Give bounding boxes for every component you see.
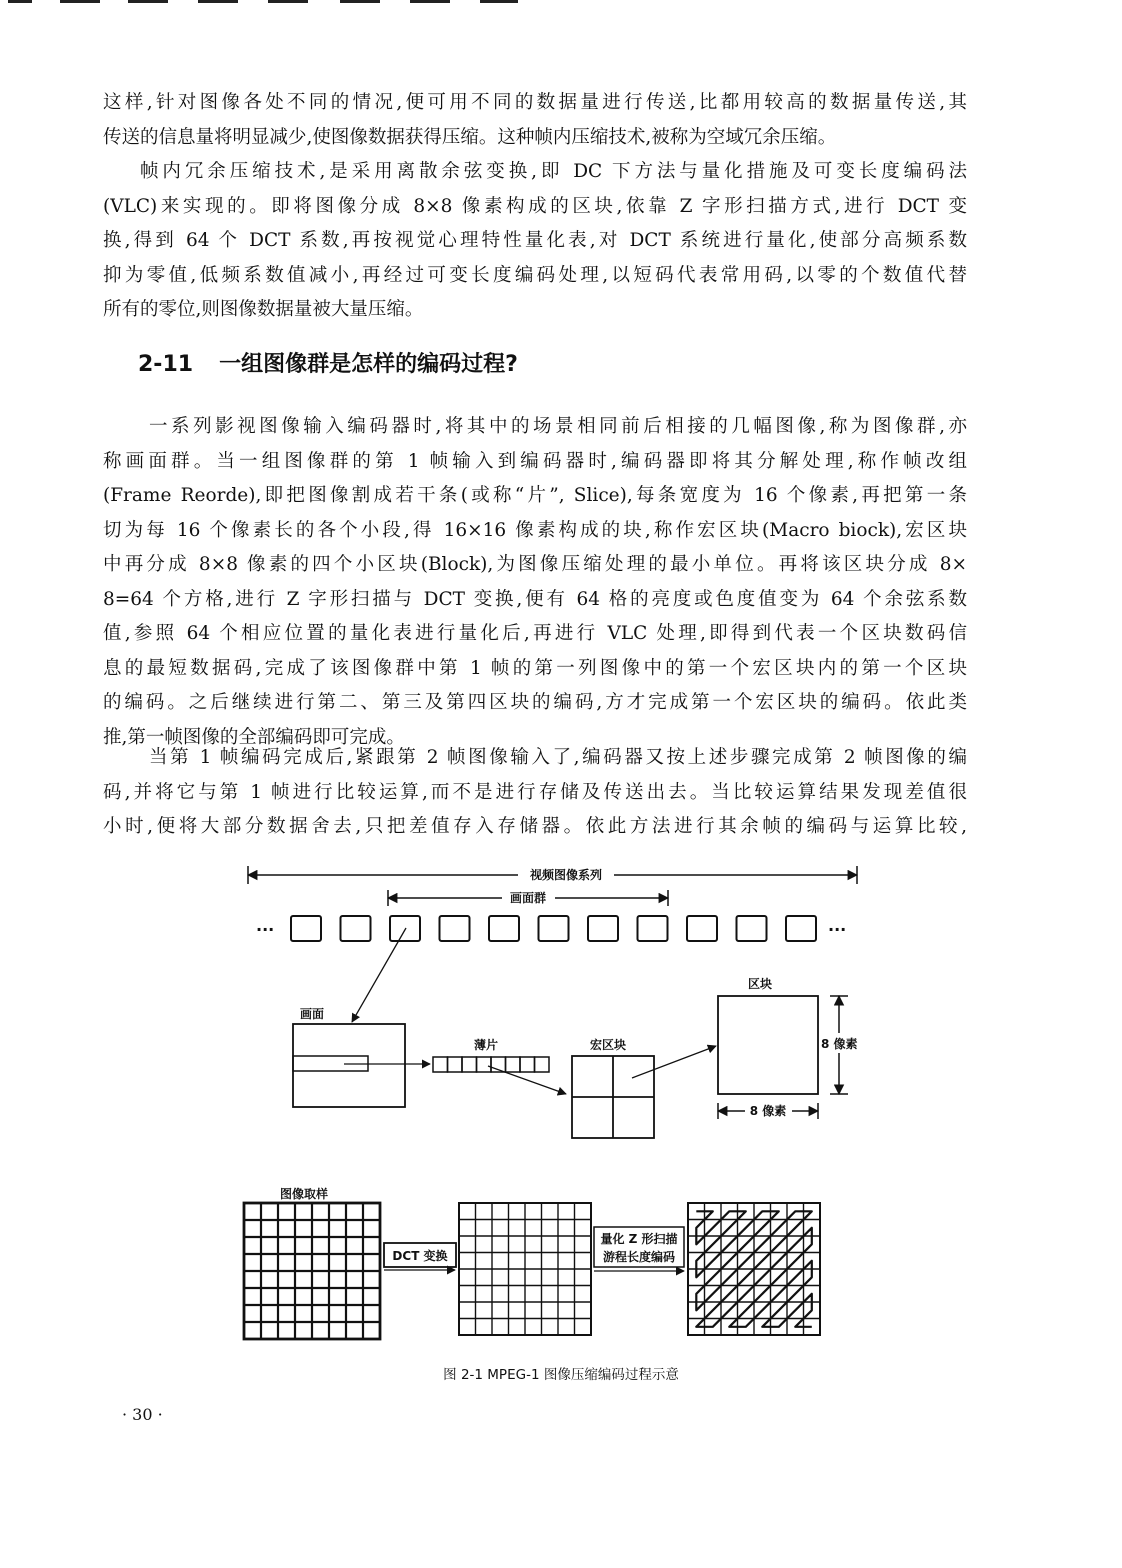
frame-box xyxy=(687,916,717,941)
dct-label: DCT 变换 xyxy=(392,1249,448,1263)
section-title: 一组图像群是怎样的编码过程? xyxy=(219,352,518,377)
text-line: 传送的信息量将明显减少,使图像数据获得压缩。这种帧内压缩技术,被称为空域冗余压缩。 xyxy=(103,126,837,148)
text-line: 一系列影视图像输入编码器时,将其中的场景相同前后相接的几幅图像,称为图像群,亦 xyxy=(149,416,967,437)
text-line: 所有的零位,则图像数据量被大量压缩。 xyxy=(103,299,424,320)
frame-box xyxy=(737,916,767,941)
section-number: 2-11 xyxy=(138,352,194,377)
macroblock-label: 宏区块 xyxy=(590,1038,627,1052)
block-square xyxy=(718,996,818,1094)
slice-label: 薄片 xyxy=(474,1038,499,1052)
page-number: · 30 · xyxy=(122,1405,163,1424)
text-line: 称画面群。当一组图像群的第 1 帧输入到编码器时,编码器即将其分解处理,称作帧改组 xyxy=(103,450,967,472)
text-line: 切为每 16 个像素长的各个小段,得 16×16 像素构成的块,称作宏区块(Macro biock),宏区块 xyxy=(103,519,967,541)
ellipsis-right: ··· xyxy=(828,920,847,939)
slice-cell xyxy=(520,1057,535,1072)
block-width-label: 8 像素 xyxy=(749,1104,787,1118)
slice-cell xyxy=(433,1057,448,1072)
video-series-label: 视频图像系列 xyxy=(529,868,603,882)
frame-to-picture-arrow xyxy=(352,928,406,1022)
frame-box xyxy=(539,916,569,941)
slice-cell xyxy=(506,1057,521,1072)
text-line: 帧内冗余压缩技术,是采用离散余弦变换,即 DC 下方法与量化措施及可变长度编码法 xyxy=(140,161,967,182)
text-line: 抑为零值,低频系数值减小,再经过可变长度编码处理,以短码代表常用码,以零的个数值代替 xyxy=(103,264,967,286)
figure-caption: 图 2-1 MPEG-1 图像压缩编码过程示意 xyxy=(443,1367,679,1383)
frame-box xyxy=(638,916,668,941)
text-line: 小时,便将大部分数据舍去,只把差值存入存储器。依此方法进行其余帧的编码与运算比较, xyxy=(103,816,967,837)
macroblock-grid xyxy=(572,1056,654,1138)
macroblock-to-block-arrow xyxy=(632,1046,716,1078)
slice-to-macroblock-arrow xyxy=(488,1066,566,1094)
text-line: 当第 1 帧编码完成后,紧跟第 2 帧图像输入了,编码器又按上述步骤完成第 2 帧图像的编 xyxy=(149,747,967,768)
text-line: 的编码。之后继续进行第二、第三及第四区块的编码,方才完成第一个宏区块的编码。依此类 xyxy=(103,692,967,713)
frame-box xyxy=(341,916,371,941)
text-line: 推,第一帧图像的全部编码即可完成。 xyxy=(103,726,405,748)
text-line: 换,得到 64 个 DCT 系数,再按视觉心理特性量化表,对 DCT 系统进行量化,使部分高频系数 xyxy=(103,230,967,251)
frame-box xyxy=(440,916,470,941)
text-line: (Frame Reorde),即把图像割成若干条(或称“片”, Slice),每条宽度为 16 个像素,再把第一条 xyxy=(103,485,967,506)
frame-box xyxy=(786,916,816,941)
quant-label-line2: 游程长度编码 xyxy=(602,1250,676,1264)
ellipsis-left: ··· xyxy=(256,920,275,939)
picture-frame xyxy=(293,1024,405,1107)
frame-box xyxy=(489,916,519,941)
text-line: (VLC)来实现的。即将图像分成 8×8 像素构成的区块,依靠 Z 字形扫描方式,进行 DCT 变 xyxy=(103,195,967,217)
slice-cell xyxy=(448,1057,463,1072)
dct-coefficient-grid xyxy=(459,1203,591,1335)
sampling-label: 图像取样 xyxy=(280,1187,329,1201)
picture-label: 画面 xyxy=(300,1007,325,1021)
sampling-grid xyxy=(244,1203,380,1339)
frame-box xyxy=(291,916,321,941)
slice-strip xyxy=(433,1057,549,1072)
text-line: 码,并将它与第 1 帧进行比较运算,而不是进行存储及传送出去。当比较运算结果发现差值很 xyxy=(103,781,967,803)
gop-label: 画面群 xyxy=(509,891,547,905)
frame-box xyxy=(588,916,618,941)
text-line: 息的最短数据码,完成了该图像群中第 1 帧的第一列图像中的第一个宏区块内的第一个区块 xyxy=(103,657,967,679)
text-line: 值,参照 64 个相应位置的量化表进行量化后,再进行 VLC 处理,即得到代表一个区块数码信 xyxy=(103,623,967,644)
slice-cell xyxy=(477,1057,492,1072)
quant-label-line1: 量化 Z 形扫描 xyxy=(600,1232,678,1246)
block-height-label: 8 像素 xyxy=(821,1037,858,1051)
block-label: 区块 xyxy=(748,977,773,991)
text-line: 8=64 个方格,进行 Z 字形扫描与 DCT 变换,便有 64 格的亮度或色度值变为 64 个余弦系数 xyxy=(103,588,967,610)
slice-cell xyxy=(535,1057,550,1072)
slice-cell xyxy=(462,1057,477,1072)
text-line: 这样,针对图像各处不同的情况,便可用不同的数据量进行传送,比都用较高的数据量传送,其 xyxy=(103,92,967,113)
text-line: 中再分成 8×8 像素的四个小区块(Block),为图像压缩处理的最小单位。再将该区块分成 8× xyxy=(103,554,967,575)
frame-row xyxy=(291,916,816,941)
